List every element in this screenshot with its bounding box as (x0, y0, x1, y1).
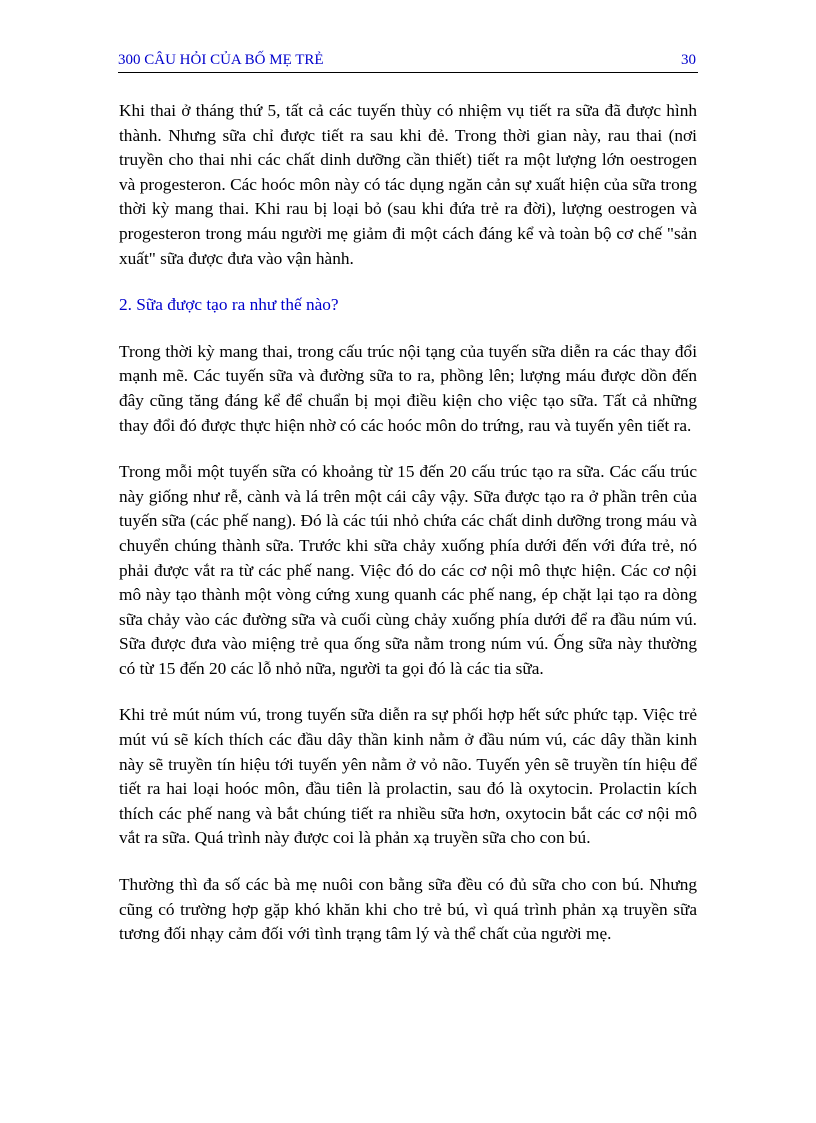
page-header (118, 50, 698, 73)
paragraph-breast-formation: Khi thai ở tháng thứ 5, tất cả các tuyến thùy có nhiệm vụ tiết ra sữa đã được hình thành. Nhưng sữa chỉ được tiết ra sau khi đẻ. Trong thời gian này, rau thai (nơi truyền cho thai nhi các chất dinh dưỡng cần thiết) tiết ra một lượng lớn oestrogen và progesteron. Các hoóc môn này có tác dụng ngăn cản sự xuất hiện của sữa trong thời kỳ mang thai. Khi rau bị loại bỏ (sau khi đứa trẻ ra đời), lượng oestrogen và progesteron trong máu người mẹ giảm đi một cách đáng kể và toàn bộ cơ chế "sản xuất" sữa được đưa vào vận hành. (119, 101, 697, 268)
page-number: 30 (681, 52, 696, 68)
section-heading: 2. Sữa được tạo ra như thế nào? (119, 295, 339, 315)
book-title: 300 CÂU HỎI CỦA BỐ MẸ TRẺ (118, 52, 324, 68)
paragraph-pregnancy-changes: Trong thời kỳ mang thai, trong cấu trúc nội tạng của tuyến sữa diễn ra các thay đổi mạnh mẽ. Các tuyến sữa và đường sữa to ra, phồng lên; lượng máu được dồn đến đây cũng tăng đáng kể để chuẩn bị mọi điều kiện cho việc tạo sữa. Tất cả những thay đổi đó được thực hiện nhờ có các hoóc môn do trứng, rau và tuyến yên tiết ra. (119, 341, 697, 435)
page-content (119, 99, 697, 969)
paragraph-milk-structures: Trong mỗi một tuyến sữa có khoảng từ 15 đến 20 cấu trúc tạo ra sữa. Các cấu trúc này giống như rễ, cành và lá trên một cái cây vậy. Sữa được tạo ra ở phần trên của tuyến sữa (các phế nang). Đó là các túi nhỏ chứa các chất dinh dưỡng trong máu và chuyển chúng thành sữa. Trước khi sữa chảy xuống phía dưới đến với đứa trẻ, nó phải được vắt ra từ các phế nang. Việc đó do các cơ nội mô thực hiện. Các cơ nội mô này tạo thành một vòng cứng xung quanh các phế nang, ép chặt lại tạo ra dòng sữa chảy vào các đường sữa và cuối cùng chảy xuống phía dưới để ra đầu núm vú. Sữa được đưa vào miệng trẻ qua ống sữa nằm trong núm vú. Ống sữa này thường có từ 15 đến 20 các lỗ nhỏ nữa, người ta gọi đó là các tia sữa. (119, 462, 697, 678)
paragraph-let-down-reflex: Khi trẻ mút núm vú, trong tuyến sữa diễn ra sự phối hợp hết sức phức tạp. Việc trẻ mút vú sẽ kích thích các đầu dây thần kinh nằm ở đầu núm vú, các dây thần kinh này sẽ truyền tín hiệu tới tuyến yên nằm ở vỏ não. Tuyến yên sẽ truyền tín hiệu để tiết ra hai loại hoóc môn, đầu tiên là prolactin, sau đó là oxytocin. Prolactin kích thích các phế nang và bắt chúng tiết ra nhiều sữa hơn, oxytocin bắt các cơ nội mô vắt ra sữa. Quá trình này được coi là phản xạ truyền sữa cho con bú. (119, 705, 697, 848)
paragraph-milk-supply: Thường thì đa số các bà mẹ nuôi con bằng sữa đều có đủ sữa cho con bú. Nhưng cũng có trường hợp gặp khó khăn khi cho trẻ bú, vì quá trình phản xạ truyền sữa tương đối nhạy cảm đối với tình trạng tâm lý và thể chất của người mẹ. (119, 875, 697, 944)
